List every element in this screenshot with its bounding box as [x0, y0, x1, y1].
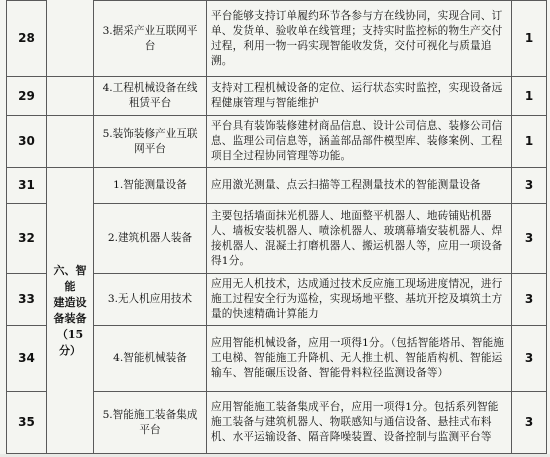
item-description: 应用无人机技术，达成通过技术反应施工现场进度情况，进行施工过程安全行为巡检，实现场地平整、基坑开挖及填筑土方量的快速精确计算能力 [207, 274, 512, 326]
item-name: 3.无人机应用技术 [94, 274, 207, 326]
item-score: 3 [512, 392, 547, 454]
item-name: 2.建筑机器人装备 [94, 204, 207, 274]
table-row [7, 168, 547, 204]
row-number: 30 [7, 116, 47, 168]
scoring-table [6, 0, 547, 454]
item-score: 3 [512, 274, 547, 326]
table-row [7, 116, 547, 168]
item-name: 5.装饰装修产业互联网平台 [94, 116, 207, 168]
item-score: 1 [512, 116, 547, 168]
row-number: 31 [7, 168, 47, 204]
row-number: 29 [7, 77, 47, 116]
item-description: 平台具有装饰装修建材商品信息、设计公司信息、装修公司信息、监理公司信息等，涵盖部品部件模型库、装修案例、工程项目全过程协同管理等功能。 [207, 116, 512, 168]
row-number: 32 [7, 204, 47, 274]
item-score: 3 [512, 168, 547, 204]
item-description: 应用激光测量、点云扫描等工程测量技术的智能测量设备 [207, 168, 512, 204]
item-name: 4.智能机械装备 [94, 326, 207, 392]
item-score: 3 [512, 326, 547, 392]
item-name: 5.智能施工装备集成平台 [94, 392, 207, 454]
item-description: 平台能够支持订单履约环节各参与方在线协同，实现合同、订单、发货单、验收单在线管理；支持实时监控标的物生产交付过程，利用一物一码实现智能收发货，交付可视化与质量追溯。 [207, 1, 512, 77]
item-name: 4.工程机械设备在线租赁平台 [94, 77, 207, 116]
item-description: 支持对工程机械设备的定位、运行状态实时监控，实现设备远程健康管理与智能维护 [207, 77, 512, 116]
item-description: 主要包括墙面抹光机器人、地面整平机器人、地砖铺贴机器人、墙板安装机器人、喷涂机器人、玻璃幕墙安装机器人、焊接机器人、混凝土打磨机器人、搬运机器人等，应用一项设备得1分。 [207, 204, 512, 274]
category-line: 备装备 [53, 311, 87, 325]
item-score: 3 [512, 204, 547, 274]
item-description: 应用智能机械设备，应用一项得1分。（包括智能塔吊、智能施工电梯、智能施工升降机、无人推土机、智能盾构机、智能运输车、智能碾压设备、智能骨料粒径监测设备等） [207, 326, 512, 392]
table-row [7, 1, 547, 77]
table-row [7, 77, 547, 116]
row-number: 33 [7, 274, 47, 326]
item-description: 应用智能施工装备集成平台，应用一项得1分。包括系列智能施工装备与建筑机器人、物联感知与通信设备、悬挂式布料机、水平运输设备、隔音降噪装置、设备控制与监测平台等 [207, 392, 512, 454]
item-score: 1 [512, 77, 547, 116]
category-cell [47, 168, 94, 454]
item-name: 1.智能测量设备 [94, 168, 207, 204]
category-line: 六、智能 [53, 263, 87, 293]
category-line: 建造设 [53, 295, 87, 309]
category-cell [47, 116, 94, 168]
category-cell [47, 77, 94, 116]
row-number: 34 [7, 326, 47, 392]
category-cell [47, 1, 94, 77]
row-number: 28 [7, 1, 47, 77]
item-name: 3.据采产业互联网平台 [94, 1, 207, 77]
row-number: 35 [7, 392, 47, 454]
category-line: （15分） [56, 327, 84, 357]
item-score: 1 [512, 1, 547, 77]
